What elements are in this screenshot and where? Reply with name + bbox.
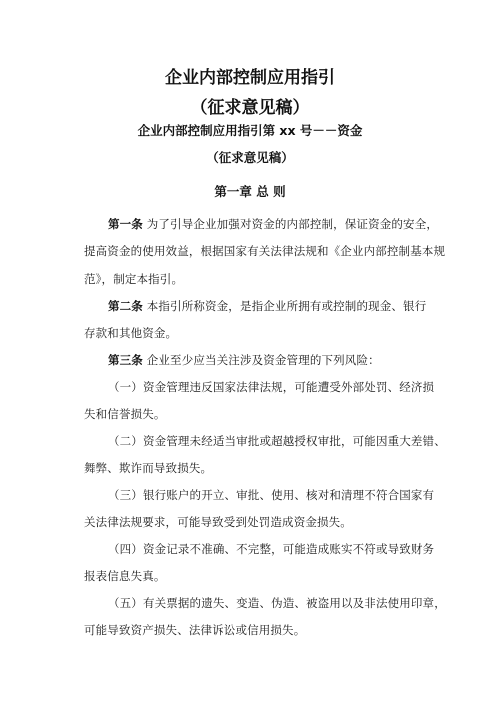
document-title-note: （征求意见稿） (190, 98, 310, 118)
risk-2-line-1: （二）资金管理未经适当审批或超越授权审批，可能因重大差错、 (108, 434, 446, 448)
risk-3-line-2: 关法律法规要求，可能导致受到处罚造成资金损失。 (84, 515, 352, 529)
article-2-line-2: 存款和其他资金。 (84, 326, 178, 340)
risk-5-line-1: （五）有关票据的遗失、变造、伪造、被盗用以及非法使用印章， (108, 596, 446, 610)
article-3-text-1: 企业至少应当关注涉及资金管理的下列风险： (142, 353, 380, 367)
risk-3-line-1: （三）银行账户的开立、审批、使用、核对和清理不符合国家有 (108, 488, 435, 502)
risk-4-line-2: 报表信息失真。 (84, 569, 166, 583)
article-2-line-1 (108, 298, 444, 314)
risk-2-line-2: 舞弊、欺诈而导致损失。 (84, 461, 213, 475)
chapter-heading: 第一章 总 则 (214, 184, 286, 199)
document-subtitle-note: （征求意见稿） (206, 150, 294, 165)
article-3-label: 第三条 (108, 353, 143, 367)
article-1-line-2: 提高资金的使用效益，根据国家有关法律法规和《企业内部控制基本规 (84, 244, 446, 258)
article-1-label: 第一条 (108, 217, 143, 231)
article-2-label: 第二条 (108, 299, 143, 313)
document-subtitle: 企业内部控制应用指引第 xx 号－－资金 (137, 123, 363, 138)
article-2-text-1: 本指引所称资金，是指企业所拥有或控制的现金、银行 (142, 299, 427, 313)
risk-4-line-1: （四）资金记录不准确、不完整，可能造成账实不符或导致财务 (108, 542, 435, 556)
article-3-line-1 (108, 352, 444, 368)
document-title: 企业内部控制应用指引 (165, 68, 335, 88)
risk-1-line-1: （一）资金管理违反国家法律法规，可能遭受外部处罚、经济损 (108, 380, 435, 394)
risk-1-line-2: 失和信誉损失。 (84, 407, 166, 421)
article-1-line-1 (108, 216, 444, 232)
risk-5-line-2: 可能导致资产损失、法律诉讼或信用损失。 (84, 623, 306, 637)
article-1-text-1: 为了引导企业加强对资金的内部控制，保证资金的安全， (142, 217, 439, 231)
article-1-line-3: 范》，制定本指引。 (84, 272, 184, 286)
